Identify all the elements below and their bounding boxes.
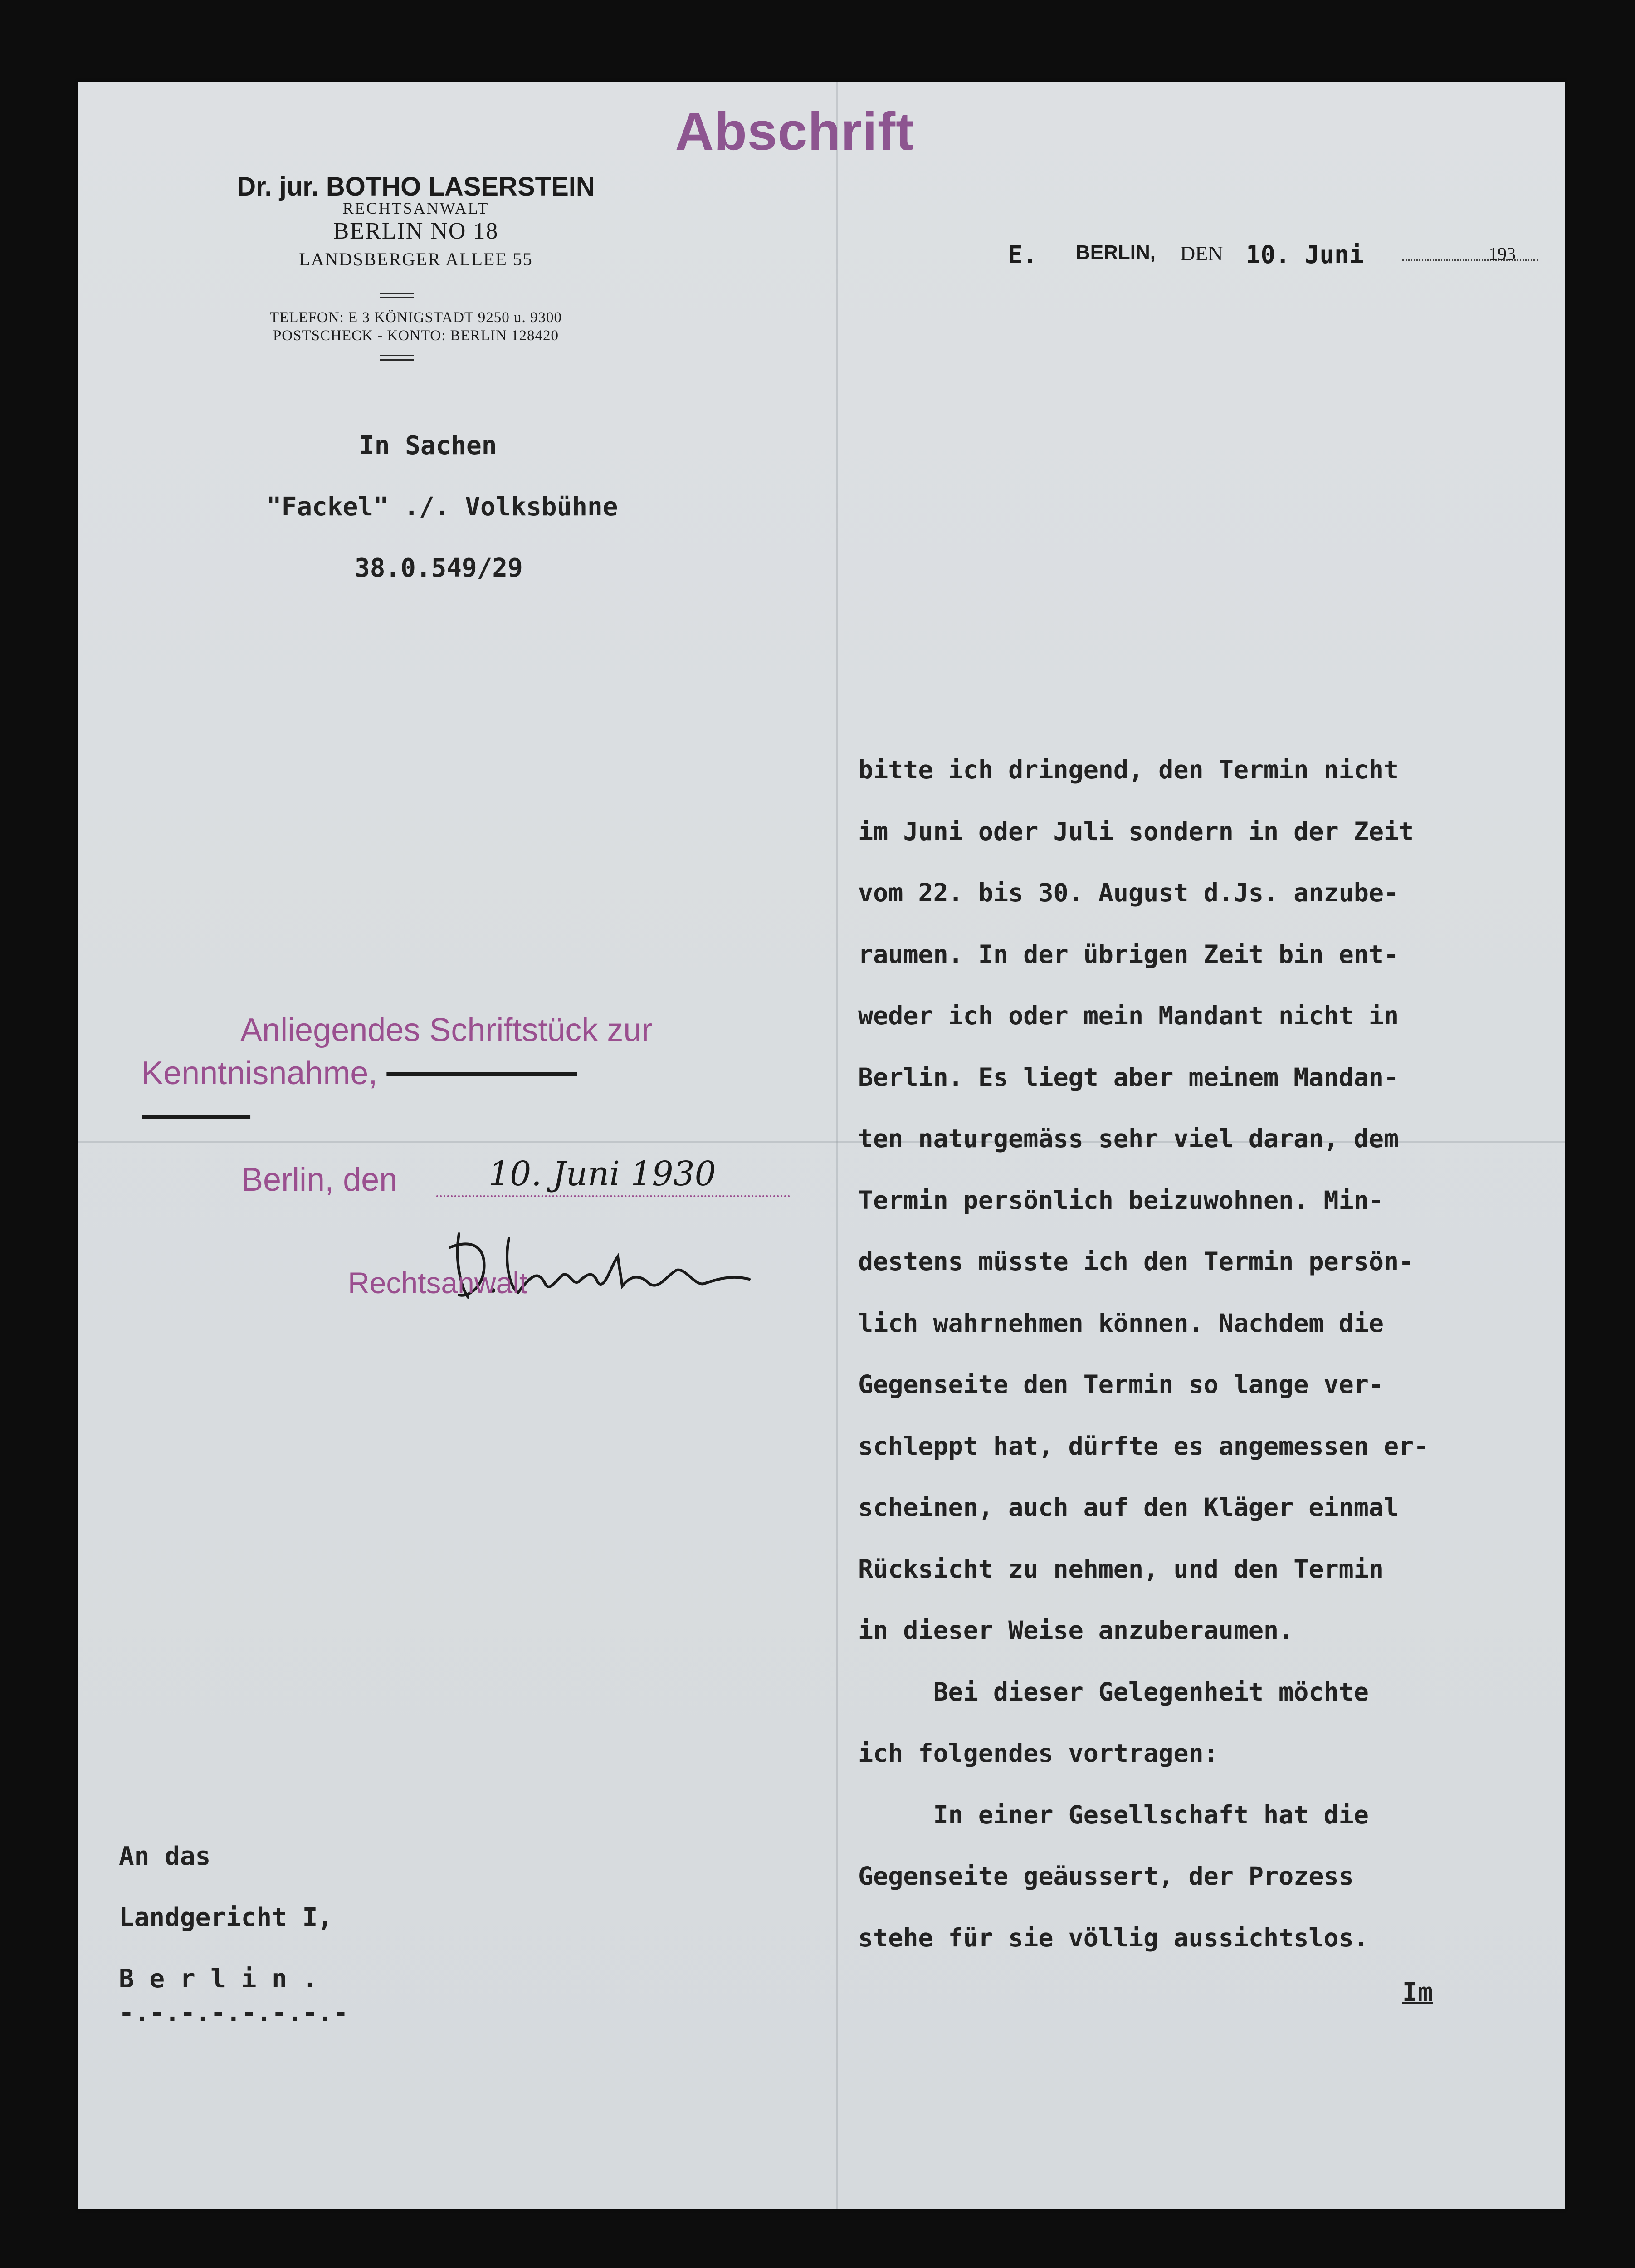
address-line-1: An das bbox=[119, 1842, 211, 1871]
stamp-line-4: Berlin, den bbox=[241, 1162, 398, 1198]
letterhead-divider bbox=[380, 359, 414, 361]
dateline-city: BERLIN, bbox=[1076, 241, 1156, 264]
body-line: stehe für sie völlig aussichtslos. bbox=[858, 1923, 1369, 1952]
letterhead-name: Dr. jur. BOTHO LASERSTEIN bbox=[237, 172, 595, 201]
body-line: raumen. In der übrigen Zeit bin ent- bbox=[858, 940, 1399, 969]
continuation-word: Im bbox=[1402, 1978, 1433, 2007]
letterhead-street: LANDSBERGER ALLEE 55 bbox=[299, 249, 533, 269]
dateline-den: DEN bbox=[1180, 242, 1223, 265]
letterhead-divider bbox=[380, 293, 414, 294]
letterhead-divider bbox=[380, 355, 414, 356]
stamp-line-1: Anliegendes Schriftstück zur bbox=[240, 1012, 653, 1048]
body-line: Termin persönlich beizuwohnen. Min- bbox=[858, 1186, 1384, 1215]
body-line: schleppt hat, dürfte es angemessen er- bbox=[858, 1432, 1429, 1461]
body-line: lich wahrnehmen können. Nachdem die bbox=[858, 1309, 1384, 1338]
reference-line-2: "Fackel" ./. Volksbühne bbox=[266, 492, 618, 522]
body-line: Berlin. Es liegt aber meinem Mandan- bbox=[858, 1063, 1399, 1092]
abschrift-stamp: Abschrift bbox=[675, 102, 914, 161]
address-line-4: -.-.-.-.-.-.-.- bbox=[119, 1998, 348, 2028]
fold-line-vertical bbox=[836, 82, 838, 2209]
body-line: im Juni oder Juli sondern in der Zeit bbox=[858, 817, 1414, 846]
body-line: destens müsste ich den Termin persön- bbox=[858, 1247, 1414, 1276]
body-line: weder ich oder mein Mandant nicht in bbox=[858, 1001, 1399, 1030]
body-line: Bei dieser Gelegenheit möchte bbox=[858, 1677, 1369, 1706]
body-line: Gegenseite den Termin so lange ver- bbox=[858, 1370, 1384, 1399]
dateline-year: 193 bbox=[1489, 244, 1516, 264]
stamp-line-3 bbox=[142, 1098, 250, 1135]
letterhead-city: BERLIN NO 18 bbox=[333, 218, 499, 244]
stamp-redaction-2 bbox=[142, 1098, 250, 1134]
dateline-dotted-rule bbox=[1402, 259, 1538, 261]
stamp-redaction-1 bbox=[386, 1055, 577, 1091]
stamp-line-2-text: Kenntnisnahme, bbox=[142, 1055, 378, 1091]
body-line: bitte ich dringend, den Termin nicht bbox=[858, 755, 1399, 784]
body-line: Rücksicht zu nehmen, und den Termin bbox=[858, 1554, 1384, 1584]
address-line-3: B e r l i n . bbox=[119, 1964, 318, 1994]
letterhead-postcheck: POSTSCHECK - KONTO: BERLIN 128420 bbox=[273, 327, 559, 344]
body-line: ten naturgemäss sehr viel daran, dem bbox=[858, 1124, 1399, 1153]
reference-line-1: In Sachen bbox=[359, 431, 497, 460]
address-line-2: Landgericht I, bbox=[119, 1903, 333, 1932]
body-line: scheinen, auch auf den Kläger einmal bbox=[858, 1493, 1399, 1522]
letterhead-title: RECHTSANWALT bbox=[342, 199, 489, 217]
letterhead-divider bbox=[380, 297, 414, 298]
body-line: In einer Gesellschaft hat die bbox=[858, 1800, 1369, 1829]
stamp-dotted-rule bbox=[436, 1195, 790, 1197]
stamp-title: Rechtsanwalt bbox=[348, 1266, 528, 1300]
dateline-date: 10. Juni bbox=[1246, 240, 1364, 269]
body-line: in dieser Weise anzuberaumen. bbox=[858, 1616, 1294, 1645]
letterhead-phone: TELEFON: E 3 KÖNIGSTADT 9250 u. 9300 bbox=[269, 309, 562, 326]
body-line: Gegenseite geäussert, der Prozess bbox=[858, 1862, 1354, 1891]
letter-paper bbox=[78, 82, 1565, 2209]
dateline-prefix: E. bbox=[1008, 240, 1038, 269]
reference-line-3: 38.0.549/29 bbox=[355, 553, 523, 583]
handwritten-date: 10. Juni 1930 bbox=[488, 1154, 716, 1193]
stamp-line-2 bbox=[142, 1055, 577, 1092]
body-line: ich folgendes vortragen: bbox=[858, 1739, 1219, 1768]
body-line: vom 22. bis 30. August d.Js. anzube- bbox=[858, 878, 1399, 907]
